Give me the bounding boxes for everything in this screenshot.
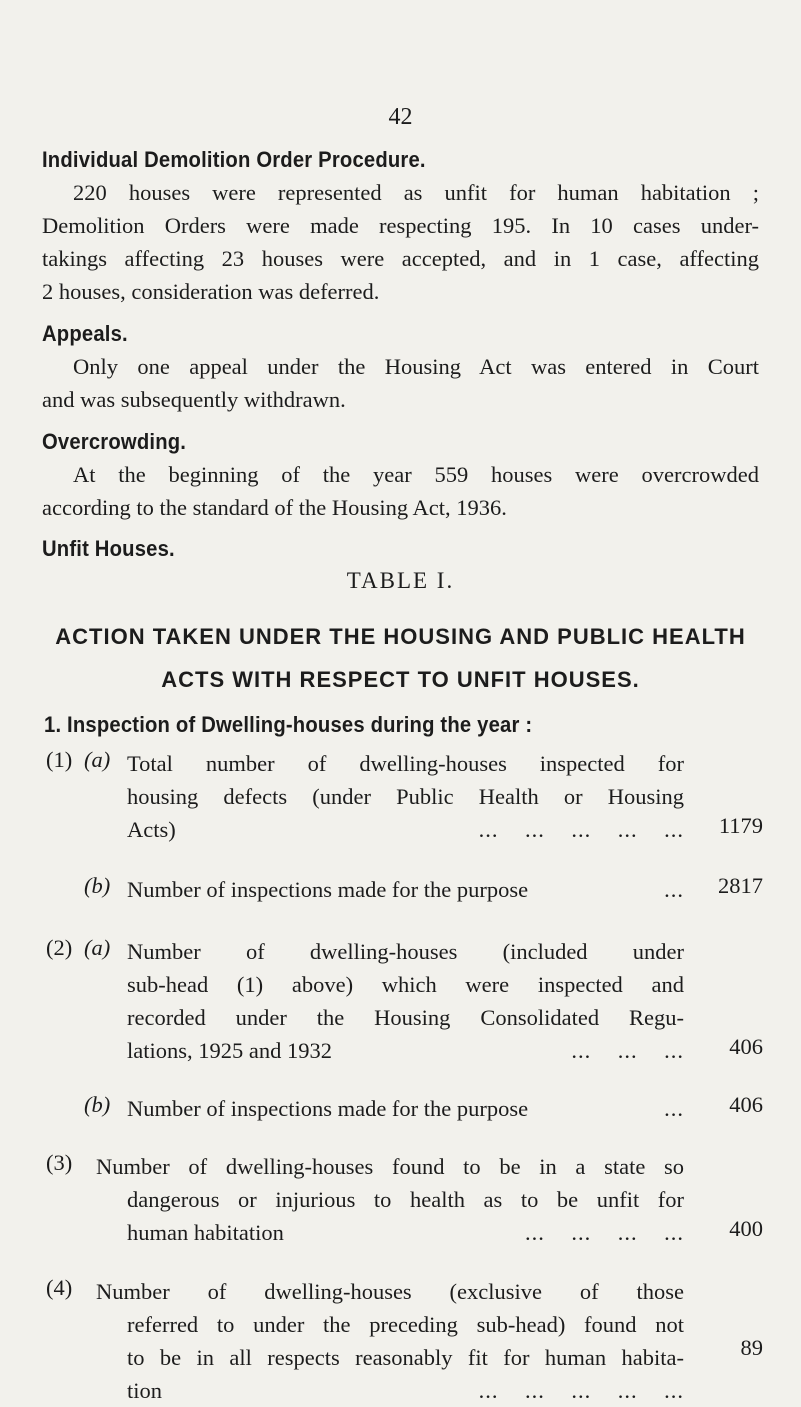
heading-unfit-houses: Unfit Houses. <box>42 536 175 561</box>
heading-overcrowding: Overcrowding. <box>42 429 187 454</box>
item-last-line <box>127 813 684 846</box>
item-line: lations, 1925 and 1932 <box>127 1038 332 1063</box>
item-4-text <box>96 1275 684 1407</box>
value-2b: 406 <box>729 1092 763 1117</box>
leader-dots: ... <box>664 1096 684 1121</box>
item-line: human habitation <box>127 1220 284 1245</box>
item-line: Number of inspections made for the purpose <box>127 877 529 902</box>
value-3: 400 <box>729 1216 763 1241</box>
paragraph-line: Only one appeal under the Housing Act was entered in Court <box>73 354 759 379</box>
item-line: Total number of dwelling-houses inspected for <box>127 751 684 776</box>
paragraph-appeals <box>42 350 759 416</box>
item-letter: (a) <box>84 747 111 772</box>
item-line: housing defects (under Public Health or Housing <box>127 784 684 809</box>
table-title-line-1: ACTION TAKEN UNDER THE HOUSING AND PUBLIC HEALTH <box>55 624 746 649</box>
paragraph-line: and was subsequently withdrawn. <box>42 387 346 412</box>
item-last-line <box>96 1216 684 1249</box>
paragraph-line: according to the standard of the Housing Act, 1936. <box>42 495 507 520</box>
item-2b-text <box>127 1092 684 1125</box>
item-line: recorded under the Housing Consolidated Regu- <box>127 1005 684 1030</box>
item-letter: (a) <box>84 935 111 960</box>
leader-dots: ... ... ... <box>571 1038 684 1063</box>
item-line: Number of dwelling-houses (included under <box>127 939 684 964</box>
value-1a: 1179 <box>718 813 763 838</box>
item-number: (2) <box>46 935 73 960</box>
paragraph-line: takings affecting 23 houses were accepted, and in 1 case, affecting <box>42 246 759 271</box>
paragraph-demolition <box>42 176 759 308</box>
item-line: dangerous or injurious to health as to be unfit for <box>127 1187 684 1212</box>
page-number: 42 <box>388 104 413 130</box>
paragraph-line: 2 houses, consideration was deferred. <box>42 279 380 304</box>
leader-dots: ... ... ... ... ... <box>478 817 684 842</box>
section-1-heading: 1. Inspection of Dwelling-houses during the year : <box>44 712 533 737</box>
value-2a: 406 <box>729 1034 763 1059</box>
paragraph-line: At the beginning of the year 559 houses were overcrowded <box>73 462 759 487</box>
item-line: Acts) <box>127 817 176 842</box>
item-last-line <box>127 1034 684 1067</box>
leader-dots: ... ... ... ... <box>525 1220 684 1245</box>
item-1b-text <box>127 873 684 906</box>
item-line: referred to under the preceding sub-head) found not <box>127 1312 684 1337</box>
item-3-text <box>96 1150 684 1249</box>
table-title-line-2: ACTS WITH RESPECT TO UNFIT HOUSES. <box>161 667 640 692</box>
table-label: TABLE I. <box>346 568 455 593</box>
item-last-line <box>96 1374 684 1407</box>
paragraph-overcrowding <box>42 458 759 524</box>
item-number: (3) <box>46 1150 73 1175</box>
item-number: (4) <box>46 1275 73 1300</box>
item-1a-text <box>127 747 684 846</box>
item-line: tion <box>127 1378 163 1403</box>
item-line: sub-head (1) above) which were inspected and <box>127 972 684 997</box>
item-line: Number of inspections made for the purpose <box>127 1096 529 1121</box>
heading-appeals: Appeals. <box>42 321 128 346</box>
value-1b: 2817 <box>718 873 763 898</box>
item-letter: (b) <box>84 873 111 898</box>
paragraph-line: Demolition Orders were made respecting 195. In 10 cases under- <box>42 213 759 238</box>
item-number: (1) <box>46 747 73 772</box>
paragraph-line: 220 houses were represented as unfit for human habitation ; <box>73 180 759 205</box>
leader-dots: ... ... ... ... ... <box>478 1378 684 1403</box>
value-4: 89 <box>740 1335 763 1360</box>
item-line: to be in all respects reasonably fit for human habita- <box>127 1345 684 1370</box>
item-line: Number of dwelling-houses found to be in a state so <box>96 1154 684 1179</box>
item-line: Number of dwelling-houses (exclusive of those <box>96 1279 684 1304</box>
heading-demolition-order: Individual Demolition Order Procedure. <box>42 147 426 172</box>
item-2a-text <box>127 935 684 1067</box>
item-letter: (b) <box>84 1092 111 1117</box>
leader-dots: ... <box>664 877 684 902</box>
